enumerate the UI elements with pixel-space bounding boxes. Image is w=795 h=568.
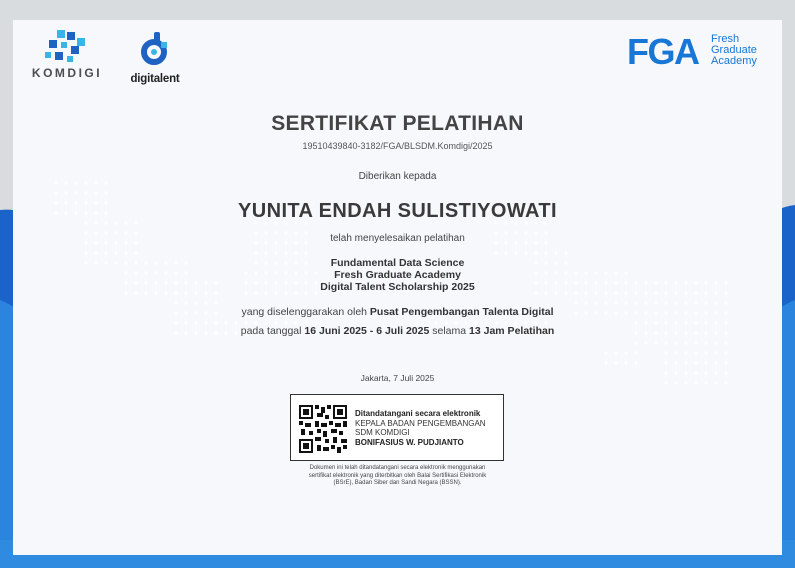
qr-code-icon [299,405,347,453]
period-line [13,325,782,337]
duration: 13 Jam Pelatihan [469,325,555,337]
electronic-signature-box [290,394,504,461]
period-prefix: pada tanggal [240,325,302,337]
fga-lines [711,34,757,67]
scholarship-name: Digital Talent Scholarship 2025 [320,281,475,293]
digitalent-wordmark: digitalent [130,73,180,85]
signer-name: BONIFASIUS W. PUDJIANTO [355,437,464,447]
certificate-number: 19510439840-3182/FGA/BLSDM.Komdigi/2025 [302,141,493,151]
certificate-title: SERTIFIKAT PELATIHAN [271,112,524,135]
disclaimer [13,465,782,488]
disclaimer-line-1: Dokumen ini telah ditandatangani secara elektronik menggunakan [309,465,486,471]
organizer-prefix: yang diselenggarakan oleh [241,306,367,318]
fga-mark: FGA [627,31,699,72]
program-name: Fresh Graduate Academy [334,269,461,281]
organizer-name: Pusat Pengembangan Talenta Digital [369,306,554,318]
recipient-name: YUNITA ENDAH SULISTIYOWATI [238,200,557,222]
fga-line-3: Academy [711,55,757,67]
komdigi-wordmark: KOMDIGI [31,66,103,80]
course-block [13,257,782,293]
sign-place-date: Jakarta, 7 Juli 2025 [360,373,435,383]
fga-line-2: Graduate [711,44,757,56]
fga-line-1: Fresh [711,33,740,45]
digitalent-logo [125,32,185,90]
period-mid: selama [432,325,467,337]
fga-logo [627,31,767,74]
disclaimer-line-2: sertifikat elektronik yang diterbitkan oleh Balai Sertifikasi Elektronik [308,472,487,479]
komdigi-logo [31,30,103,90]
komdigi-mark-icon [45,30,89,64]
disclaimer-line-3: (BSrE), Badan Siber dan Sandi Negara (BSSN). [333,480,462,486]
signature-details [355,409,486,447]
given-to-label: Diberikan kepada [358,171,437,182]
signer-role-1: KEPALA BADAN PENGEMBANGAN [355,418,486,428]
period-dates: 16 Juni 2025 - 6 Juli 2025 [304,325,430,337]
course-name: Fundamental Data Science [330,257,465,269]
organizer-line [13,306,782,318]
digitalent-mark-icon [141,32,169,66]
signer-role-2: SDM KOMDIGI [355,428,410,437]
signature-heading: Ditandatangani secara elektronik [355,409,481,418]
completed-label: telah menyelesaikan pelatihan [330,233,465,244]
certificate [13,20,782,555]
